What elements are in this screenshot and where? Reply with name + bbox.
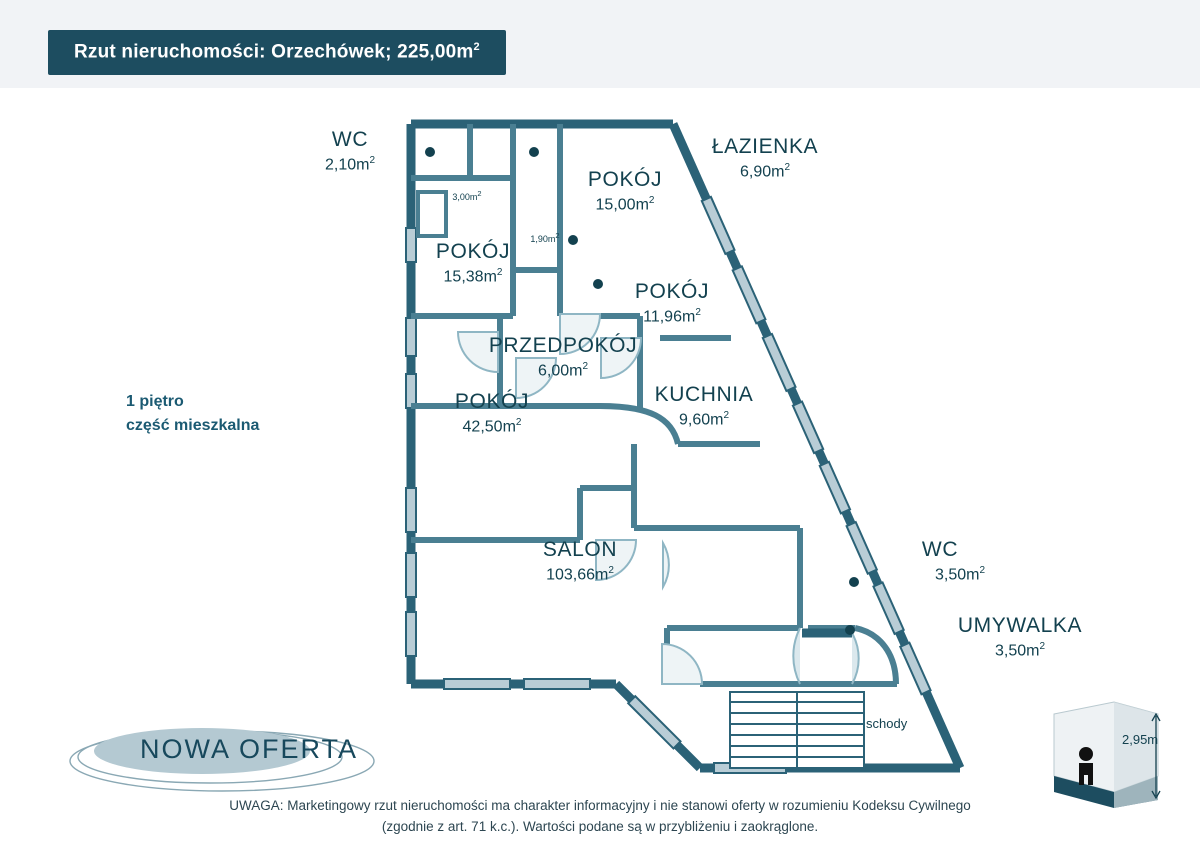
room-label-pokoj-4250: POKÓJ $42,50m^2$ — [454, 390, 530, 436]
disclaimer-line-1: UWAGA: Marketingowy rzut nieruchomości ma charakter informacyjny i nie stanowi oferty w rozumieniu Kodeksu Cywilnego — [229, 798, 971, 813]
area-label-small-room: $1,90m^2$ — [530, 231, 560, 244]
room-label-pokoj-1196: POKÓJ $11,96m^2$ — [634, 280, 710, 326]
area-label-shaft: $3,00m^2$ — [452, 189, 482, 202]
room-label-pokoj-15: POKÓJ $15,00m^2$ — [587, 168, 663, 214]
staircase — [730, 692, 864, 768]
ceiling-height-label: 2,95m — [1122, 732, 1159, 747]
logo — [62, 705, 462, 795]
room-label-pokoj-1538: POKÓJ $15,38m^2$ — [435, 240, 511, 286]
room-label-przedpokoj: PRZEDPOKÓJ $6,00m^2$ — [488, 334, 638, 380]
stairs-label: schody — [866, 716, 908, 731]
room-label-umywalka: UMYWALKA $3,50m^2$ — [957, 614, 1083, 660]
room-label-kuchnia: KUCHNIA $9,60m^2$ — [654, 383, 754, 429]
room-label-wc-right: WC $3,50m^2$ — [921, 538, 986, 584]
disclaimer-line-2: (zgodnie z art. 71 k.c.). Wartości podane są w przybliżeniu i zaokrąglone. — [381, 818, 819, 834]
page-title-text: Rzut nieruchomości: Orzechówek; 225,00m — [74, 41, 474, 63]
floor-line-2: część mieszkalna — [126, 417, 260, 434]
logo-text: NOWA OFERTA — [140, 734, 359, 764]
room-label-salon: SALON $103,66m^2$ — [542, 538, 618, 584]
disclaimer — [0, 796, 1200, 838]
room-label-lazienka: ŁAZIENKA $6,90m^2$ — [711, 135, 819, 181]
page-title — [48, 30, 506, 75]
floor-line-1: 1 piętro — [126, 393, 184, 410]
room-label-wc-top: WC $2,10m^2$ — [324, 128, 376, 174]
ceiling-height-diagram — [1046, 700, 1166, 810]
page-title-superscript: 2 — [473, 41, 480, 53]
